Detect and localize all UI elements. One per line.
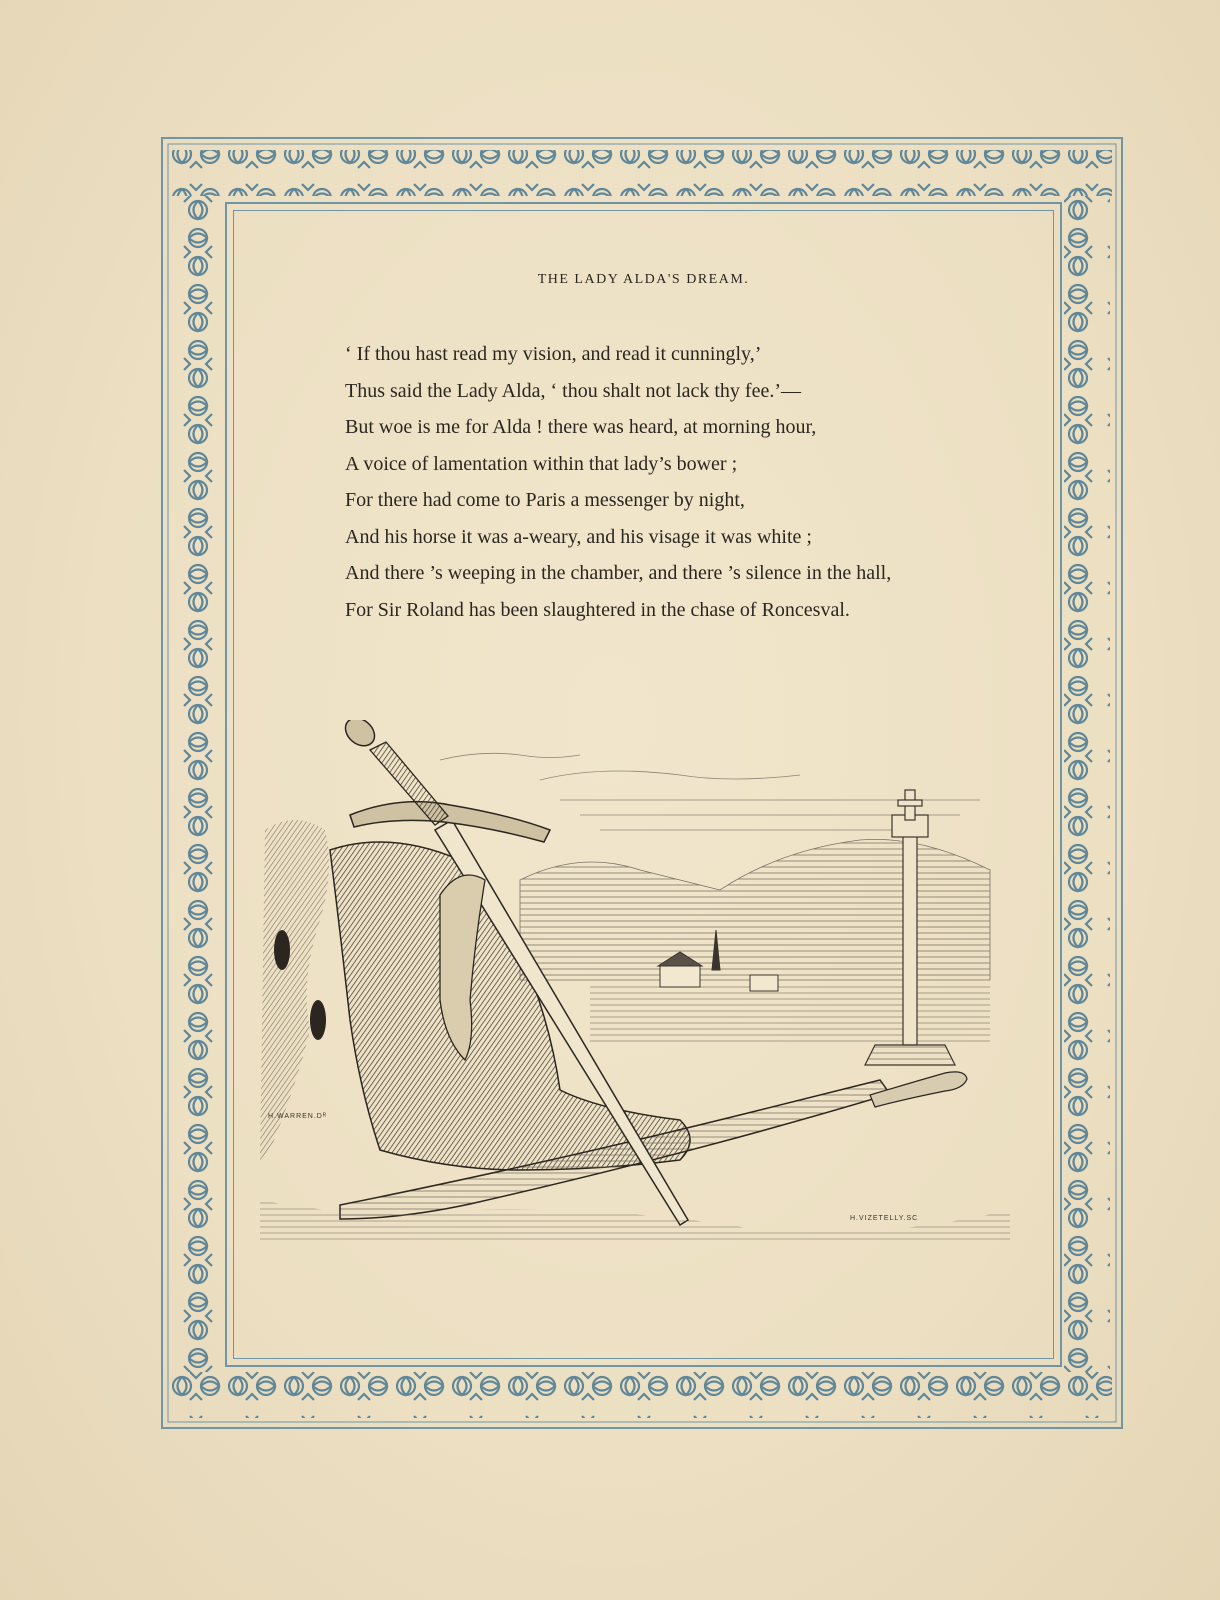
sword-pommel xyxy=(340,720,380,751)
hills xyxy=(520,839,990,980)
poem-line: For there had come to Paris a messenger by night, xyxy=(345,489,745,511)
water xyxy=(590,985,990,1045)
foliage xyxy=(260,820,329,1160)
engraving-illustration xyxy=(260,720,1050,1280)
poem-line: For Sir Roland has been slaughtered in the chase of Roncesval. xyxy=(345,598,850,621)
poem-line: A voice of lamentation within that lady’s bower ; xyxy=(345,452,738,475)
artist-signature: H.WARREN.Dᴿ xyxy=(268,1113,328,1120)
poem-line: But woe is me for Alda ! there was heard, at morning hour, xyxy=(345,416,817,438)
page-title: THE LADY ALDA'S DREAM. xyxy=(537,272,750,287)
poem-line: And his horse it was a-weary, and his visage it was white ; xyxy=(345,525,812,548)
engraver-signature: H.VIZETELLY.SC xyxy=(850,1215,919,1222)
poem-stanza xyxy=(345,336,1025,628)
poem-line: Thus said the Lady Alda, ‘ thou shalt not lack thy fee.’— xyxy=(345,379,802,402)
poem-line: ‘ If thou hast read my vision, and read it cunningly,’ xyxy=(345,343,762,365)
poem-line: And there ’s weeping in the chamber, and there ’s silence in the hall, xyxy=(345,562,892,584)
